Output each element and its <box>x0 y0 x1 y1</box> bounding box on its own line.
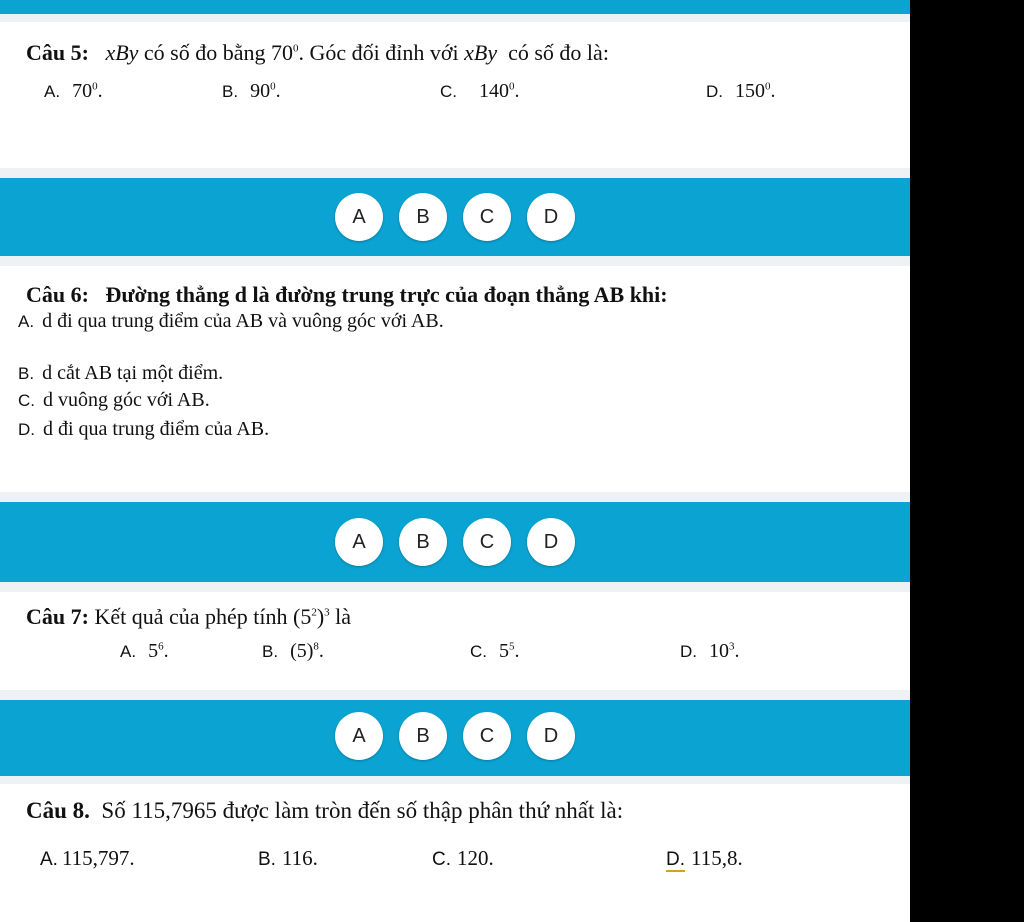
band <box>0 168 910 178</box>
band <box>0 256 910 266</box>
answer-d-button[interactable]: D <box>527 712 575 760</box>
question-7-option-b: B. $(5)^8$. <box>262 640 324 662</box>
answer-b-button[interactable]: B <box>399 712 447 760</box>
question-5-option-c: C. $140^0$. <box>440 80 520 102</box>
question-5-text-a: có số đo bằng <box>143 40 266 65</box>
answer-b-button[interactable]: B <box>399 518 447 566</box>
answer-choices-2 <box>0 518 910 566</box>
answer-d-button[interactable]: D <box>527 193 575 241</box>
question-6-option-a: A. d đi qua trung điểm của AB và vuông góc với AB. <box>18 310 444 332</box>
question-8 <box>26 798 623 824</box>
question-8-option-c: C. 120. <box>432 846 494 870</box>
band <box>0 776 910 784</box>
question-7-text: Kết quả của phép tính <box>94 604 288 629</box>
question-5-option-a: A. $70^0$. <box>44 80 103 102</box>
question-7-text-end: là <box>335 604 352 629</box>
question-8-text: Số 115,7965 được làm tròn đến số thập phân thứ nhất là: <box>101 798 624 823</box>
question-8-option-a: A. 115,797. <box>40 846 135 870</box>
answer-c-button[interactable]: C <box>463 193 511 241</box>
top-bar <box>0 0 910 14</box>
question-6-option-c: C. d vuông góc với AB. <box>18 389 210 411</box>
question-5-text-c: có số đo là: <box>508 40 609 65</box>
question-7 <box>26 604 351 630</box>
answer-d-button[interactable]: D <box>527 518 575 566</box>
answer-c-button[interactable]: C <box>463 518 511 566</box>
answer-a-button[interactable]: A <box>335 518 383 566</box>
band <box>0 492 910 502</box>
question-8-number: Câu 8. <box>26 798 90 823</box>
question-6-number: Câu 6: <box>26 282 89 307</box>
question-5-angle-2: xBy <box>464 40 498 65</box>
answer-a-button[interactable]: A <box>335 712 383 760</box>
question-7-option-c: C. $5^5$. <box>470 640 520 662</box>
answer-c-button[interactable]: C <box>463 712 511 760</box>
question-8-option-b: B. 116. <box>258 846 318 870</box>
question-5 <box>26 40 609 66</box>
top-band <box>0 14 910 22</box>
question-5-angle: xBy <box>105 40 139 65</box>
question-7-option-d: D. $10^3$. <box>680 640 740 662</box>
question-7-option-a: A. $5^6$. <box>120 640 169 662</box>
question-6 <box>26 282 668 308</box>
question-6-text: Đường thẳng d là đường trung trực của đoạn thẳng AB khi: <box>105 282 668 307</box>
answer-choices-1 <box>0 193 910 241</box>
question-5-option-d: D. $150^0$. <box>706 80 776 102</box>
band <box>0 690 910 700</box>
question-6-option-d: D. d đi qua trung điểm của AB. <box>18 418 270 440</box>
question-5-value: $70^0$ <box>271 40 299 65</box>
question-7-number: Câu 7: <box>26 604 89 629</box>
answer-b-button[interactable]: B <box>399 193 447 241</box>
question-5-option-b: B. $90^0$. <box>222 80 281 102</box>
answer-choices-3 <box>0 712 910 760</box>
question-6-option-b: B. d cắt AB tại một điểm. <box>18 362 224 384</box>
question-8-option-d: D. 115,8. <box>666 846 743 870</box>
question-5-text-b: . Góc đối đỉnh với <box>298 40 459 65</box>
question-7-expression: $(5^2)^3$ <box>293 604 330 629</box>
answer-a-button[interactable]: A <box>335 193 383 241</box>
band <box>0 582 910 592</box>
question-5-number: Câu 5: <box>26 40 89 65</box>
